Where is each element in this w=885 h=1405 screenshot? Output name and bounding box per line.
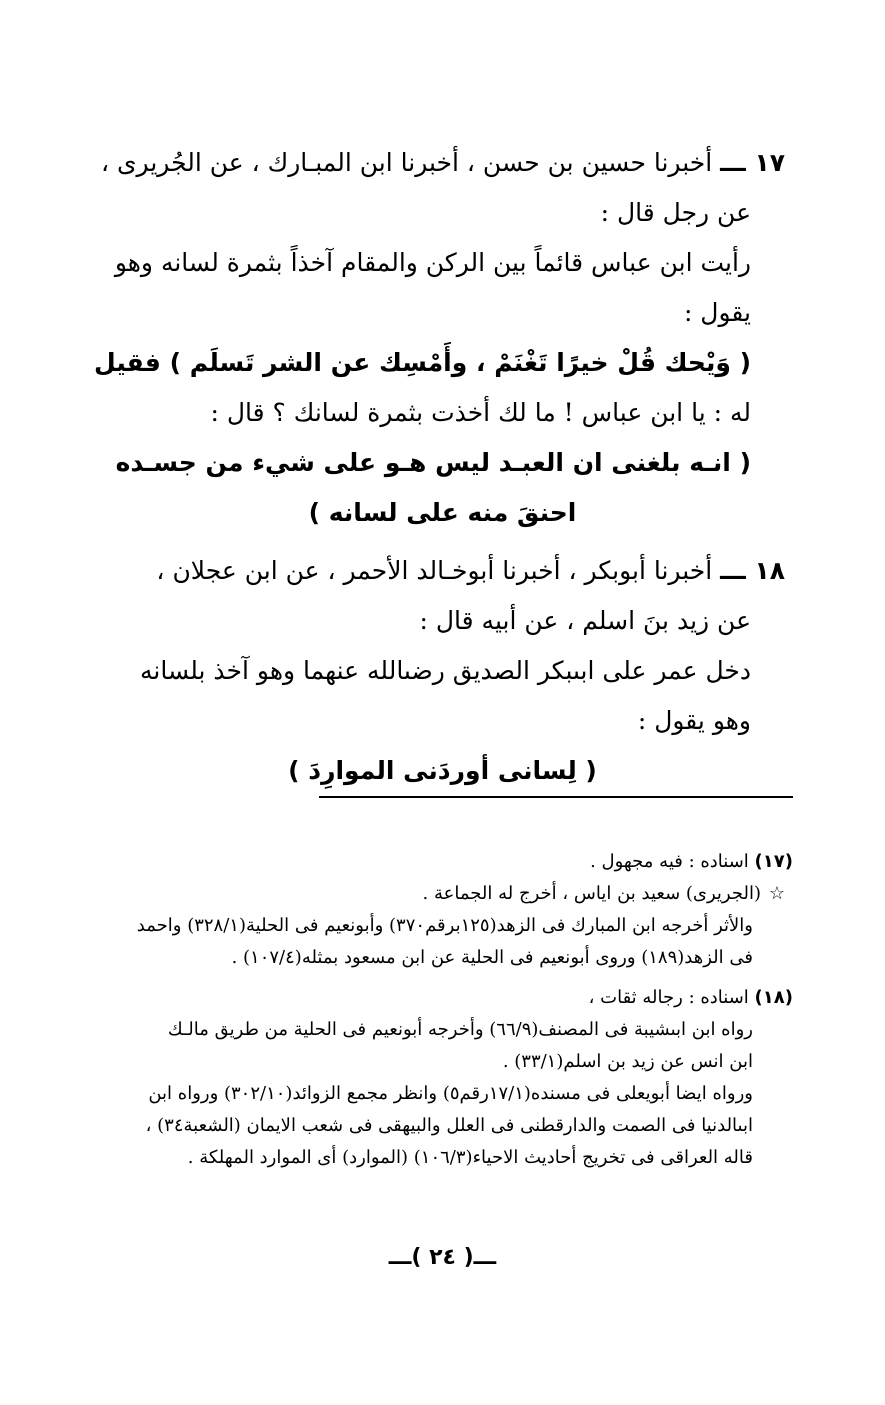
footnotes [100,846,793,1174]
hadith-17-line-5: له : يا ابن عباس ! ما لك أخذت بثمرة لسانك ؟ قال : [210,398,751,427]
footnote-18: (١٨) اسناده : رجاله ثقات ، رواه ابن ابىشيبة فى المصنف(٦٦/٩) وأخرجه أبونعيم فى الحلية من طريق مالـك ابن انس عن زيد بن اسلم(٣٣/١) . ورواه ايضا أبويعلى فى مسنده(١٧/١رقم٥) وانظر مجمع الزوائد(٣٠٢/١٠) ورواه ابن ابىالدنيا فى الصمت والدارقطنى فى العلل والبيهقى فى شعب الايمان (الشعبة٣٤) ، قاله العراقى فى تخريج أحاديث الاحياء(١٠٦/٣) (الموارد) أى الموارد المهلكة . [145,987,793,1168]
page-number: ـــ( ٢٤ )ـــ [388,1245,497,1270]
hadith-17-line-3: رأيت ابن عباس قائماً بين الركن والمقام آخذاً بثمرة لسانه وهو [114,248,751,277]
hadith-18-line-4: وهو يقول : [637,706,751,735]
footnote-number: (١٧) [754,851,793,872]
footnote-17: (١٧) اسناده : فيه مجهول . ☆(الجريرى) سعيد بن اياس ، أخرج له الجماعة . والأثر أخرجه ابن المبارك فى الزهد(١٢٥برقم٣٧٠) وأبونعيم فى الحلية(٣٢٨/١) واحمد فى الزهد(١٨٩) وروى أبونعيم فى الحلية عن ابن مسعود بمثله(١٠٧/٤) . [136,851,793,968]
hadith-18-line-1: ١٨ ـــ أخبرنا أبوبكر ، أخبرنا أبوخـالد الأحمر ، عن ابن عجلان ، [156,556,785,585]
hadith-number: ١٧ ـــ [720,148,785,177]
main-text [94,138,785,796]
hadith-17-line-1: ١٧ ـــ أخبرنا حسين بن حسن ، أخبرنا ابن المبـارك ، عن الجُريرى ، [100,148,785,177]
hadith-18-quote: ( لِسانى أوردَنى الموارِدَ ) [288,756,597,785]
footnote-number: (١٨) [754,987,793,1008]
hadith-number: ١٨ ـــ [720,556,785,585]
hadith-17-line-2: عن رجل قال : [600,198,751,227]
star-icon: ☆ [768,883,786,904]
hadith-17-quote-1: ( وَيْحك قُلْ خيرًا تَغْنَمْ ، وأَمْسِك عن الشر تَسلَم ) فقيل [94,348,751,377]
hadith-18 [100,546,785,796]
hadith-17-line-4: يقول : [683,298,751,327]
hadith-17-quote-3: احنقَ منه على لسانه ) [308,498,577,527]
hadith-18-line-3: دخل عمر على ابىبكر الصديق رضىالله عنهما وهو آخذ بلسانه [139,656,751,685]
hadith-17-quote-2: ( انـه بلغنى ان العبـد ليس هـو على شيء من جسـده [115,448,751,477]
hadith-18-line-2: عن زيد بنَ اسلم ، عن أبيه قال : [419,606,751,635]
hadith-17 [94,138,785,538]
footnote-separator [319,796,793,798]
